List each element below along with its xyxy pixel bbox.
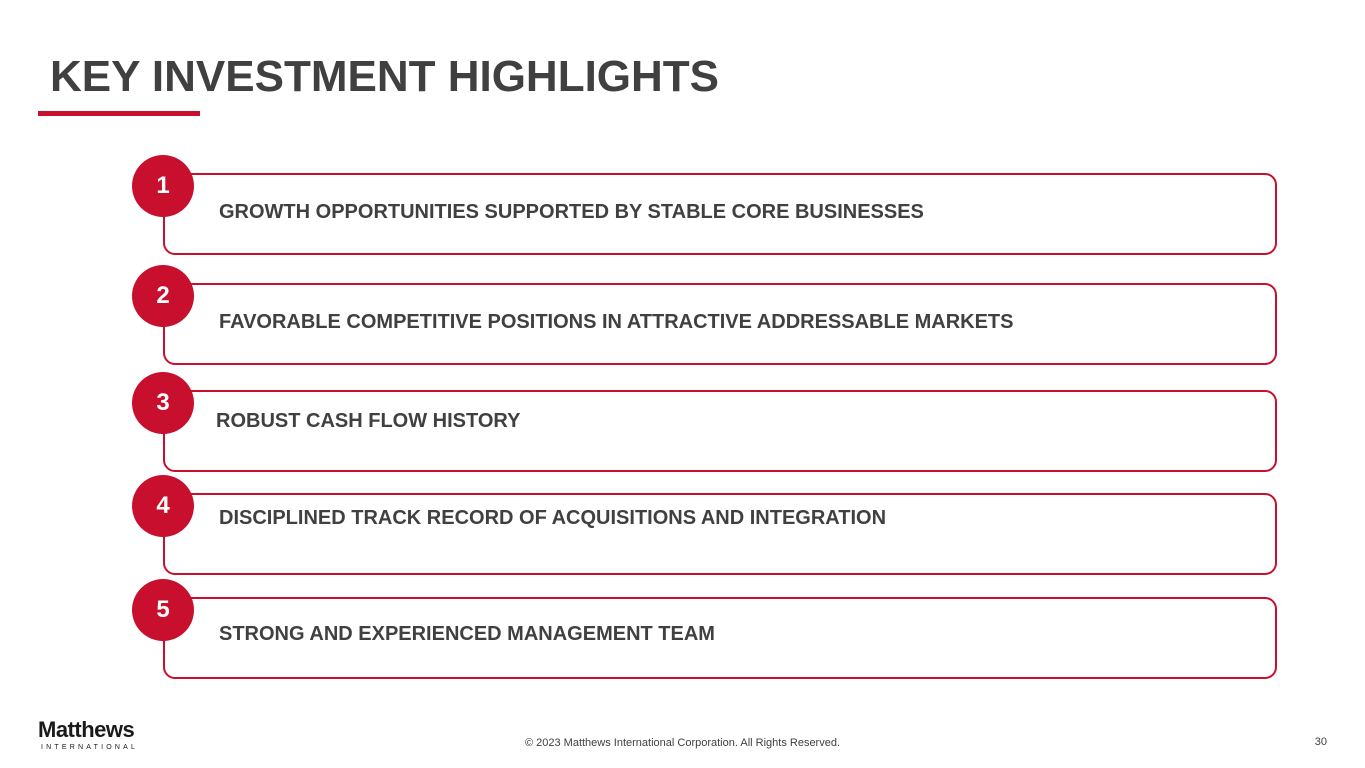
highlight-text: DISCIPLINED TRACK RECORD OF ACQUISITIONS AND INTEGRATION	[219, 507, 887, 529]
slide-title: KEY INVESTMENT HIGHLIGHTS	[50, 52, 720, 101]
highlight-item-2	[156, 282, 1277, 365]
highlight-item-4	[156, 492, 1277, 575]
number-badge: 4	[132, 475, 194, 537]
logo-subtitle: INTERNATIONAL	[41, 744, 139, 751]
highlight-text: ROBUST CASH FLOW HISTORY	[216, 410, 521, 432]
highlight-text: GROWTH OPPORTUNITIES SUPPORTED BY STABLE CORE BUSINESSES	[219, 201, 924, 223]
highlight-text: FAVORABLE COMPETITIVE POSITIONS IN ATTRACTIVE ADDRESSABLE MARKETS	[219, 311, 1014, 333]
highlight-item-3	[156, 389, 1277, 472]
logo-wordmark: Matthews	[38, 717, 135, 742]
number-badge: 1	[132, 155, 194, 217]
highlight-item-5	[156, 596, 1277, 679]
copyright-notice: © 2023 Matthews International Corporation. All Rights Reserved.	[524, 737, 841, 749]
highlight-item-1	[156, 172, 1277, 255]
highlight-box	[163, 493, 1277, 575]
number-badge: 3	[132, 372, 194, 434]
number-badge: 5	[132, 579, 194, 641]
highlight-text: STRONG AND EXPERIENCED MANAGEMENT TEAM	[219, 623, 715, 645]
page-number: 30	[1314, 736, 1327, 748]
title-underline	[38, 111, 200, 116]
number-badge: 2	[132, 265, 194, 327]
